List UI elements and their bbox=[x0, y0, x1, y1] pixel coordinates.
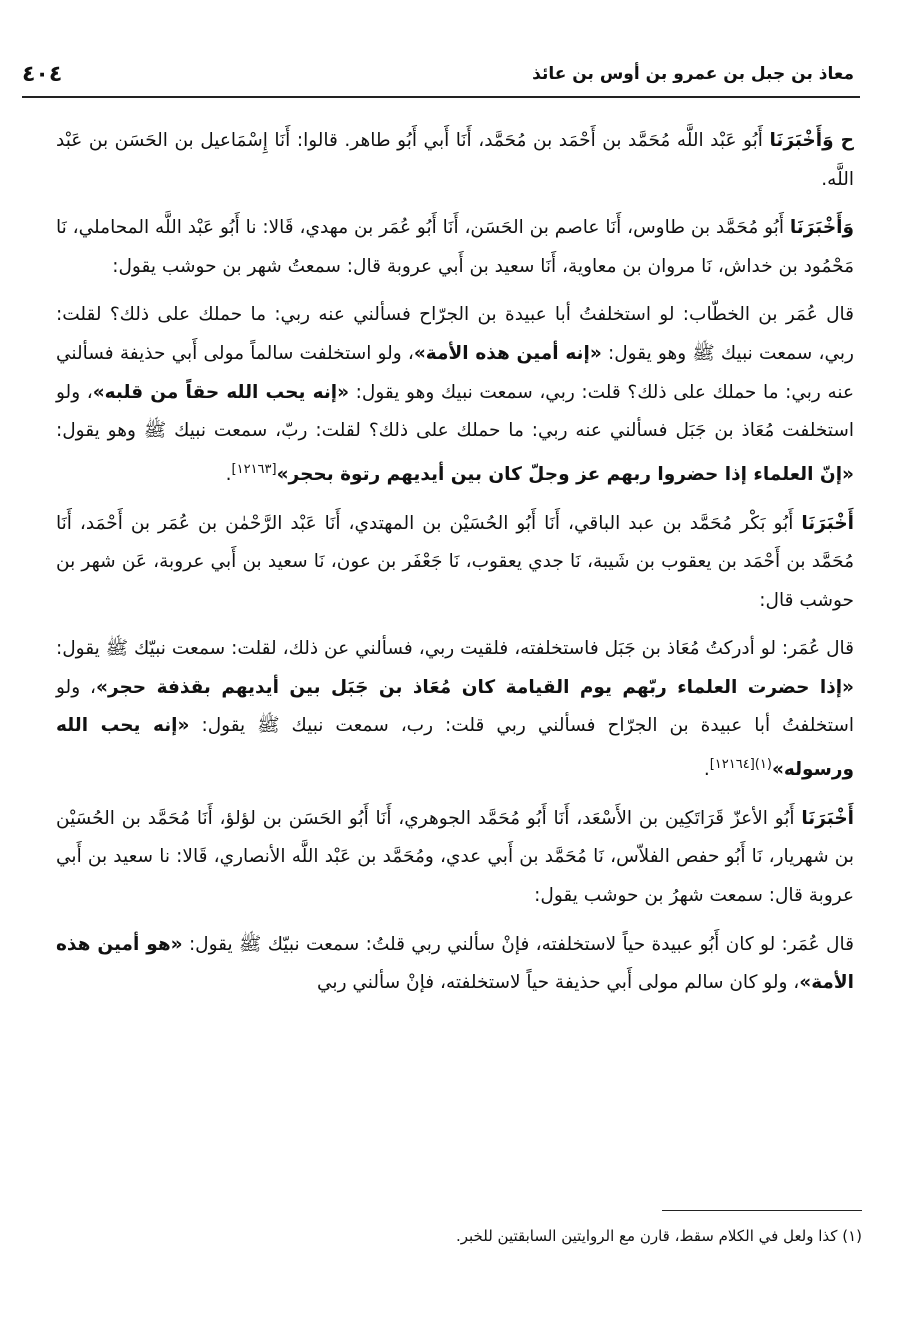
running-title: معاذ بن جبل بن عمرو بن أوس بن عائذ bbox=[532, 64, 854, 84]
footnote-marker[interactable]: (١) bbox=[754, 757, 772, 773]
paragraph-text: أَبُو بَكْر مُحَمَّد بن عبد الباقي، أَنَا أَبُو الحُسَيْن بن المهتدي، أَنَا عَبْد الرَّحْمٰن بن عُمَر بن أَحْمَد، أَنَا مُحَمَّد بن أَحْمَد بن يعقوب بن شَيبة، نَا جدي يعقوب، نَا جَعْفَر بن عون، نَا سعيد بن أَبي عروبة، عَن شهر بن حوشب قال: bbox=[56, 512, 854, 611]
paragraph-text: ، ولو استخلفتُ أبا عبيدة بن الجرّاح فسألني ربي قلت: رب، سمعت نبيك ﷺ يقول: bbox=[56, 676, 854, 737]
footnote-rule bbox=[662, 1210, 862, 1211]
paragraph-text: ، ولو استخلفت سالماً مولى أَبي حذيفة فسألني عنه ربي: ما حملك على ذلك؟ قلت: ربي، سمعت نبيك وهو يقول: bbox=[56, 342, 854, 403]
paragraph-5 bbox=[56, 630, 854, 790]
period: . bbox=[225, 463, 232, 485]
hadith-quote: «إنه أمين هذه الأمة» bbox=[413, 342, 602, 364]
header-rule bbox=[22, 96, 860, 98]
paragraph-4 bbox=[56, 505, 854, 621]
isnad-lead: وَأَخْبَرَنَا bbox=[789, 217, 854, 239]
hadith-quote: «إذا حضرت العلماء ربّهم يوم القيامة كان مُعَاذ بن جَبَل بين أيديهم بقذفة حجر» bbox=[96, 676, 854, 698]
paragraph-text: قال عُمَر: لو أدركتُ مُعَاذ بن جَبَل فاستخلفته، فلقيت ربي، فسألني عن ذلك، لقلت: سمعت نبيّك ﷺ يقول: bbox=[56, 638, 854, 660]
period: . bbox=[703, 759, 710, 781]
paragraph-1 bbox=[56, 122, 854, 199]
footnote: (١) كذا ولعل في الكلام سقط، قارن مع الروايتين السابقتين للخبر. bbox=[455, 1227, 862, 1245]
paragraph-text: ، ولو استخلفت مُعَاذ بن جَبَل فسألني عنه ربي: ما حملك على ذلك؟ لقلت: ربّ، سمعت نبيك ﷺ وهو يقول: bbox=[56, 381, 854, 442]
paragraph-text: ، ولو كان سالم مولى أَبي حذيفة حياً لاستخلفته، فإنْ سألني ربي bbox=[317, 972, 800, 994]
paragraph-6 bbox=[56, 800, 854, 916]
page-number: ٤٠٤ bbox=[22, 61, 63, 87]
hadith-quote: «إنه يحب الله ورسوله» bbox=[56, 715, 854, 781]
hadith-number: [١٢١٦٤] bbox=[709, 757, 755, 773]
paragraph-text: قال عُمَر: لو كان أَبُو عبيدة حياً لاستخلفته، فإنْ سألني ربي قلتُ: سمعت نبيّك ﷺ يقول: bbox=[182, 933, 854, 955]
hadith-quote: «إنه يحب الله حقاً من قلبه» bbox=[92, 381, 350, 403]
isnad-lead: أَخْبَرَنَا bbox=[801, 807, 854, 829]
page-header bbox=[22, 56, 854, 92]
hadith-quote: «إنّ العلماء إذا حضروا ربهم عز وجلّ كان بين أيديهم رتوة بحجر» bbox=[276, 463, 854, 485]
hadith-number: [١٢١٦٣] bbox=[231, 461, 277, 477]
paragraph-text: أَبُو الأعزّ قَرَاتَكِين بن الأَسْعَد، أَنَا أَبُو مُحَمَّد الجوهري، أَنَا أَبُو الحَسَن بن لؤلؤ، أَنَا مُحَمَّد بن الحُسَيْن بن شهريار، نَا أَبُو حفص الفلاّس، نَا مُحَمَّد بن أَبي عدي، ومُحَمَّد بن عَبْد اللَّه الأنصاري، قَالا: نا سعيد بن أَبي عروبة قال: سمعت شهرُ بن حوشب يقول: bbox=[56, 807, 854, 906]
paragraph-text: قال عُمَر بن الخطّاب: لو استخلفتُ أبا عبيدة بن الجرّاح فسألني عنه ربي: ما حملك على ذلك؟ لقلت: ربي، سمعت نبيك ﷺ وهو يقول: bbox=[56, 304, 854, 364]
paragraph-text: أَبُو مُحَمَّد بن طاوس، أَنَا عاصم بن الحَسَن، أَنَا أَبُو عُمَر بن مهدي، قَالا: نا أَبُو عَبْد اللَّه المحاملي، نَا مَحْمُود بن خداش، نَا مروان بن معاوية، أَنَا سعيد بن أَبي عروبة قال: سمعتُ شهر بن حوشب يقول: bbox=[56, 217, 854, 277]
main-text bbox=[56, 122, 854, 1003]
paragraph-7 bbox=[56, 926, 854, 1003]
isnad-lead: ح وَأَخْبَرَنَا bbox=[769, 130, 854, 151]
paragraph-3 bbox=[56, 296, 854, 494]
hadith-quote: «هو أمين هذه الأمة» bbox=[56, 933, 854, 994]
isnad-lead: أَخْبَرَنَا bbox=[801, 512, 854, 534]
paragraph-2 bbox=[56, 209, 854, 286]
paragraph-text: أَبُو عَبْد اللَّه مُحَمَّد بن أَحْمَد بن مُحَمَّد، أَنَا أَبي أَبُو طاهر. قالوا: أَنَا إِسْمَاعيل بن الحَسَن بن عَبْد اللَّه. bbox=[56, 130, 854, 190]
